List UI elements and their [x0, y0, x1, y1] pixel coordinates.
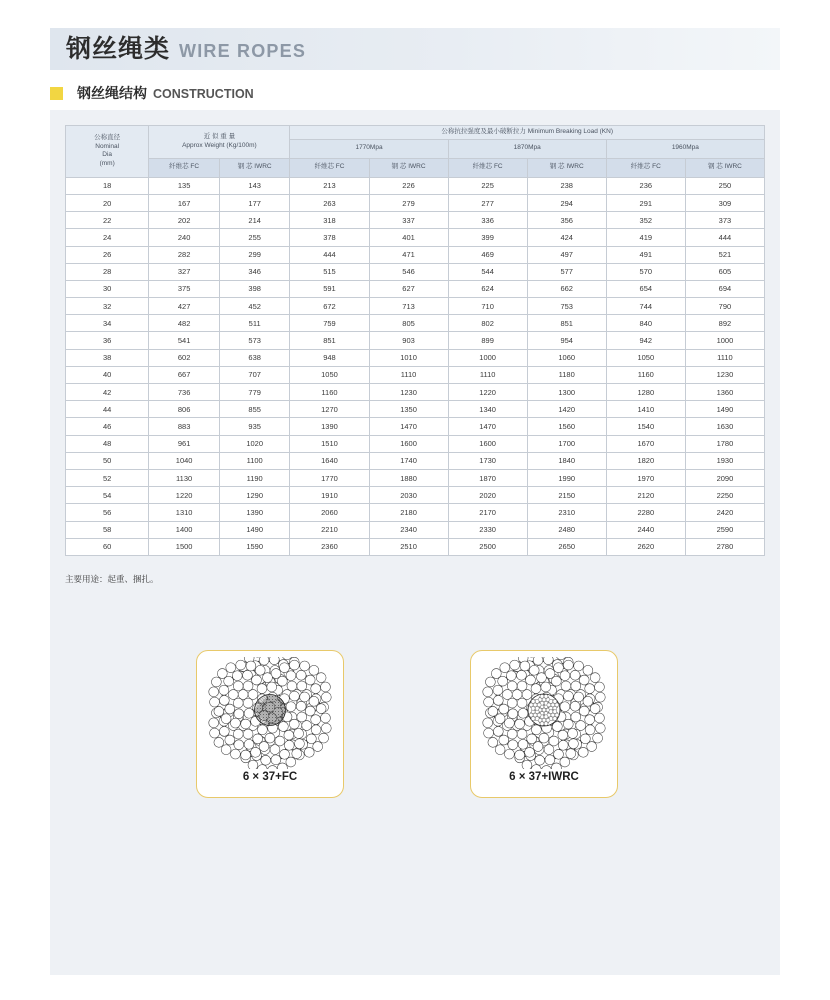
- cell-1870-fc: 2330: [448, 521, 527, 538]
- cell-1770-fc: 1510: [290, 435, 369, 452]
- cell-1960-fc: 1670: [606, 435, 685, 452]
- cell-1960-fc: 352: [606, 212, 685, 229]
- cell-weight-iwrc: 638: [219, 349, 290, 366]
- cell-1770-iwrc: 805: [369, 315, 448, 332]
- cell-1870-iwrc: 424: [527, 229, 606, 246]
- cell-weight-fc: 1500: [149, 538, 220, 555]
- cell-weight-fc: 135: [149, 177, 220, 194]
- th-grade-1870: 1870Mpa: [448, 139, 606, 158]
- cell-1870-fc: 544: [448, 263, 527, 280]
- cell-1770-fc: 1910: [290, 487, 369, 504]
- table-row: [66, 280, 765, 297]
- cell-weight-iwrc: 1190: [219, 469, 290, 486]
- cell-1960-iwrc: 2420: [685, 504, 764, 521]
- cell-1870-fc: 1340: [448, 401, 527, 418]
- cell-1770-iwrc: 2030: [369, 487, 448, 504]
- cell-weight-fc: 282: [149, 246, 220, 263]
- cell-dia: 56: [66, 504, 149, 521]
- cell-1870-fc: 1000: [448, 349, 527, 366]
- cell-1870-iwrc: 2650: [527, 538, 606, 555]
- cell-1770-iwrc: 1600: [369, 435, 448, 452]
- cell-1960-iwrc: 1360: [685, 384, 764, 401]
- table-row: [66, 521, 765, 538]
- cell-1960-iwrc: 2090: [685, 469, 764, 486]
- cell-weight-fc: 667: [149, 366, 220, 383]
- cell-weight-iwrc: 346: [219, 263, 290, 280]
- cell-1770-iwrc: 1880: [369, 469, 448, 486]
- cell-1960-iwrc: 2780: [685, 538, 764, 555]
- cell-1960-fc: 654: [606, 280, 685, 297]
- th-1770-iwrc: 钢 芯 IWRC: [369, 158, 448, 177]
- cell-weight-fc: 202: [149, 212, 220, 229]
- cell-1960-iwrc: 1490: [685, 401, 764, 418]
- cell-weight-iwrc: 935: [219, 418, 290, 435]
- cell-1870-fc: 399: [448, 229, 527, 246]
- cell-1960-iwrc: 790: [685, 298, 764, 315]
- cell-dia: 24: [66, 229, 149, 246]
- table-row: [66, 177, 765, 194]
- cell-1870-iwrc: 497: [527, 246, 606, 263]
- cell-1960-iwrc: 2590: [685, 521, 764, 538]
- cell-1960-iwrc: 521: [685, 246, 764, 263]
- spec-table: [65, 125, 765, 556]
- cell-1870-iwrc: 1560: [527, 418, 606, 435]
- cell-weight-iwrc: 398: [219, 280, 290, 297]
- cell-1770-fc: 1160: [290, 384, 369, 401]
- cell-1870-iwrc: 238: [527, 177, 606, 194]
- cell-1960-fc: 2620: [606, 538, 685, 555]
- cell-weight-fc: 375: [149, 280, 220, 297]
- cell-1870-iwrc: 1420: [527, 401, 606, 418]
- cell-weight-iwrc: 1490: [219, 521, 290, 538]
- cell-1960-fc: 491: [606, 246, 685, 263]
- spec-table-head: [66, 126, 765, 178]
- table-row: [66, 487, 765, 504]
- cell-1770-iwrc: 1010: [369, 349, 448, 366]
- th-grade-1960: 1960Mpa: [606, 139, 764, 158]
- cell-weight-iwrc: 1100: [219, 452, 290, 469]
- cell-dia: 60: [66, 538, 149, 555]
- cell-1770-fc: 948: [290, 349, 369, 366]
- cell-weight-fc: 1130: [149, 469, 220, 486]
- cell-1960-fc: 744: [606, 298, 685, 315]
- cell-1870-iwrc: 1990: [527, 469, 606, 486]
- table-row: [66, 229, 765, 246]
- section-heading-cn: 钢丝绳结构: [77, 85, 147, 101]
- cell-1870-iwrc: 1840: [527, 452, 606, 469]
- th-break-cn: 公称抗拉强度及最小破断拉力: [441, 128, 526, 135]
- cell-weight-iwrc: 1390: [219, 504, 290, 521]
- th-dia-unit: (mm): [99, 160, 115, 168]
- cell-1960-iwrc: 373: [685, 212, 764, 229]
- cell-1770-fc: 378: [290, 229, 369, 246]
- th-1770-fc: 纤维芯 FC: [290, 158, 369, 177]
- cell-1770-iwrc: 1350: [369, 401, 448, 418]
- cell-1870-iwrc: 851: [527, 315, 606, 332]
- cell-1960-iwrc: 1930: [685, 452, 764, 469]
- cell-1960-fc: 2280: [606, 504, 685, 521]
- rope-diagram-fc: [196, 650, 344, 798]
- section-heading-text: [77, 83, 254, 103]
- cell-dia: 26: [66, 246, 149, 263]
- cell-1960-fc: 2120: [606, 487, 685, 504]
- cell-1960-fc: 291: [606, 194, 685, 211]
- section-heading: [50, 83, 254, 103]
- cell-weight-fc: 961: [149, 435, 220, 452]
- cell-dia: 32: [66, 298, 149, 315]
- cell-1770-fc: 1640: [290, 452, 369, 469]
- cell-1960-fc: 2440: [606, 521, 685, 538]
- cell-1870-iwrc: 294: [527, 194, 606, 211]
- cell-1770-fc: 213: [290, 177, 369, 194]
- page-title-cn: 钢丝绳类: [66, 35, 171, 63]
- th-weight-fc: 纤维芯 FC: [149, 158, 220, 177]
- th-1960-fc: 纤维芯 FC: [606, 158, 685, 177]
- cell-1960-iwrc: 605: [685, 263, 764, 280]
- table-header-row-3: [66, 158, 765, 177]
- cell-1870-fc: 469: [448, 246, 527, 263]
- th-1960-iwrc: 钢 芯 IWRC: [685, 158, 764, 177]
- th-weight-en: Approx Weight (Kg/100m): [182, 141, 257, 149]
- table-row: [66, 315, 765, 332]
- cell-1960-fc: 419: [606, 229, 685, 246]
- page-title: [66, 30, 306, 70]
- cell-weight-fc: 1400: [149, 521, 220, 538]
- cell-weight-iwrc: 855: [219, 401, 290, 418]
- spec-table-body: [66, 177, 765, 555]
- table-row: [66, 366, 765, 383]
- cell-1770-iwrc: 2510: [369, 538, 448, 555]
- table-row: [66, 469, 765, 486]
- cell-1770-iwrc: 546: [369, 263, 448, 280]
- table-row: [66, 298, 765, 315]
- cell-dia: 40: [66, 366, 149, 383]
- cell-1870-fc: 2170: [448, 504, 527, 521]
- th-breaking-load: [290, 126, 765, 140]
- th-1870-fc: 纤维芯 FC: [448, 158, 527, 177]
- cell-1770-iwrc: 2180: [369, 504, 448, 521]
- cell-1770-iwrc: 627: [369, 280, 448, 297]
- cell-weight-fc: 736: [149, 384, 220, 401]
- table-row: [66, 349, 765, 366]
- cell-1960-fc: 1050: [606, 349, 685, 366]
- cell-1870-fc: 2500: [448, 538, 527, 555]
- cell-1960-iwrc: 2250: [685, 487, 764, 504]
- cell-1870-iwrc: 2310: [527, 504, 606, 521]
- cell-1770-iwrc: 1470: [369, 418, 448, 435]
- cell-1770-fc: 444: [290, 246, 369, 263]
- cell-1870-fc: 2020: [448, 487, 527, 504]
- cell-1770-fc: 2060: [290, 504, 369, 521]
- cell-1960-fc: 1160: [606, 366, 685, 383]
- cell-weight-fc: 1310: [149, 504, 220, 521]
- cell-1960-iwrc: 1630: [685, 418, 764, 435]
- table-row: [66, 246, 765, 263]
- th-1870-iwrc: 钢 芯 IWRC: [527, 158, 606, 177]
- cell-1770-fc: 2210: [290, 521, 369, 538]
- th-nominal-dia: [66, 126, 149, 178]
- cell-weight-iwrc: 1590: [219, 538, 290, 555]
- cell-1960-fc: 1820: [606, 452, 685, 469]
- cell-weight-fc: 1220: [149, 487, 220, 504]
- cell-1770-fc: 851: [290, 332, 369, 349]
- th-approx-weight: [149, 126, 290, 159]
- cell-1960-fc: 1970: [606, 469, 685, 486]
- table-header-row-1: [66, 126, 765, 140]
- cell-1770-fc: 759: [290, 315, 369, 332]
- table-row: [66, 263, 765, 280]
- cell-1870-fc: 1110: [448, 366, 527, 383]
- cell-dia: 46: [66, 418, 149, 435]
- cell-1870-fc: 802: [448, 315, 527, 332]
- cell-1770-fc: 1390: [290, 418, 369, 435]
- cell-weight-iwrc: 299: [219, 246, 290, 263]
- cell-dia: 54: [66, 487, 149, 504]
- cell-1870-fc: 1730: [448, 452, 527, 469]
- cell-1960-iwrc: 444: [685, 229, 764, 246]
- cell-dia: 36: [66, 332, 149, 349]
- cell-1770-iwrc: 2340: [369, 521, 448, 538]
- cell-weight-fc: 883: [149, 418, 220, 435]
- cell-1770-iwrc: 1230: [369, 384, 448, 401]
- cell-1870-fc: 710: [448, 298, 527, 315]
- cell-1870-iwrc: 662: [527, 280, 606, 297]
- cell-1770-fc: 1050: [290, 366, 369, 383]
- cell-1960-fc: 1540: [606, 418, 685, 435]
- cell-weight-fc: 602: [149, 349, 220, 366]
- cell-weight-iwrc: 573: [219, 332, 290, 349]
- cell-1870-fc: 1600: [448, 435, 527, 452]
- cell-1770-fc: 672: [290, 298, 369, 315]
- table-row: [66, 435, 765, 452]
- cell-weight-iwrc: 511: [219, 315, 290, 332]
- table-row: [66, 452, 765, 469]
- cell-dia: 28: [66, 263, 149, 280]
- cell-1770-fc: 263: [290, 194, 369, 211]
- cell-1870-iwrc: 356: [527, 212, 606, 229]
- cell-1770-iwrc: 903: [369, 332, 448, 349]
- cell-dia: 52: [66, 469, 149, 486]
- cell-1960-iwrc: 1110: [685, 349, 764, 366]
- cell-weight-fc: 1040: [149, 452, 220, 469]
- cell-1960-iwrc: 309: [685, 194, 764, 211]
- section-heading-en: CONSTRUCTION: [153, 87, 254, 101]
- th-weight-iwrc: 钢 芯 IWRC: [219, 158, 290, 177]
- cell-1870-fc: 336: [448, 212, 527, 229]
- cell-1870-iwrc: 753: [527, 298, 606, 315]
- cell-1870-iwrc: 954: [527, 332, 606, 349]
- cell-1870-iwrc: 2150: [527, 487, 606, 504]
- cell-1770-iwrc: 226: [369, 177, 448, 194]
- cell-weight-fc: 482: [149, 315, 220, 332]
- cell-weight-iwrc: 1290: [219, 487, 290, 504]
- spec-table-wrapper: [65, 125, 765, 556]
- cell-1770-fc: 1770: [290, 469, 369, 486]
- cell-1960-iwrc: 1780: [685, 435, 764, 452]
- cell-weight-iwrc: 707: [219, 366, 290, 383]
- cell-dia: 30: [66, 280, 149, 297]
- cell-weight-fc: 167: [149, 194, 220, 211]
- cell-1960-fc: 942: [606, 332, 685, 349]
- cell-weight-iwrc: 214: [219, 212, 290, 229]
- cell-1960-iwrc: 250: [685, 177, 764, 194]
- cell-dia: 42: [66, 384, 149, 401]
- cell-1770-fc: 591: [290, 280, 369, 297]
- cell-1960-fc: 1410: [606, 401, 685, 418]
- cell-dia: 18: [66, 177, 149, 194]
- cell-1770-fc: 318: [290, 212, 369, 229]
- cell-1870-fc: 1870: [448, 469, 527, 486]
- cell-dia: 50: [66, 452, 149, 469]
- table-row: [66, 418, 765, 435]
- table-row: [66, 332, 765, 349]
- cell-1770-iwrc: 471: [369, 246, 448, 263]
- cell-1770-iwrc: 1110: [369, 366, 448, 383]
- cell-dia: 58: [66, 521, 149, 538]
- rope-diagram-iwrc: [470, 650, 618, 798]
- cell-weight-iwrc: 177: [219, 194, 290, 211]
- cell-dia: 48: [66, 435, 149, 452]
- cell-1870-iwrc: 1300: [527, 384, 606, 401]
- cell-weight-iwrc: 1020: [219, 435, 290, 452]
- cell-1770-fc: 1270: [290, 401, 369, 418]
- cell-1870-iwrc: 577: [527, 263, 606, 280]
- cell-1960-fc: 1280: [606, 384, 685, 401]
- th-dia-en: Nominal: [95, 142, 120, 150]
- cell-1960-iwrc: 1230: [685, 366, 764, 383]
- th-grade-1770: 1770Mpa: [290, 139, 448, 158]
- cell-1870-fc: 624: [448, 280, 527, 297]
- page-title-en: WIRE ROPES: [179, 41, 307, 61]
- cell-weight-fc: 327: [149, 263, 220, 280]
- table-row: [66, 538, 765, 555]
- cell-1770-iwrc: 1740: [369, 452, 448, 469]
- cell-1960-fc: 570: [606, 263, 685, 280]
- cell-1870-iwrc: 1180: [527, 366, 606, 383]
- cell-1870-iwrc: 1060: [527, 349, 606, 366]
- cell-1960-iwrc: 1000: [685, 332, 764, 349]
- cell-weight-fc: 806: [149, 401, 220, 418]
- cell-1960-fc: 236: [606, 177, 685, 194]
- cell-weight-iwrc: 255: [219, 229, 290, 246]
- table-row: [66, 504, 765, 521]
- cell-dia: 34: [66, 315, 149, 332]
- cell-dia: 44: [66, 401, 149, 418]
- cell-1960-fc: 840: [606, 315, 685, 332]
- th-dia-cn: 公称直径: [94, 133, 121, 141]
- cell-dia: 38: [66, 349, 149, 366]
- cell-weight-iwrc: 779: [219, 384, 290, 401]
- cell-1960-iwrc: 892: [685, 315, 764, 332]
- cell-1770-iwrc: 279: [369, 194, 448, 211]
- table-row: [66, 401, 765, 418]
- cell-weight-fc: 541: [149, 332, 220, 349]
- th-break-en: Minimum Breaking Load (KN): [527, 128, 613, 135]
- table-row: [66, 194, 765, 211]
- cell-1960-iwrc: 694: [685, 280, 764, 297]
- cell-1870-fc: 1220: [448, 384, 527, 401]
- cell-1770-fc: 515: [290, 263, 369, 280]
- cell-weight-iwrc: 452: [219, 298, 290, 315]
- cell-dia: 20: [66, 194, 149, 211]
- rope-diagram-fc-caption: 6 × 37+FC: [242, 771, 298, 783]
- cell-dia: 22: [66, 212, 149, 229]
- cell-1870-fc: 1470: [448, 418, 527, 435]
- rope-cross-section-fc-icon: [205, 657, 335, 769]
- cell-1870-fc: 277: [448, 194, 527, 211]
- cell-1770-iwrc: 713: [369, 298, 448, 315]
- cell-1870-fc: 899: [448, 332, 527, 349]
- cell-1770-iwrc: 401: [369, 229, 448, 246]
- cell-1870-iwrc: 1700: [527, 435, 606, 452]
- cell-weight-fc: 240: [149, 229, 220, 246]
- table-row: [66, 384, 765, 401]
- rope-cross-section-iwrc-icon: [479, 657, 609, 769]
- cell-weight-iwrc: 143: [219, 177, 290, 194]
- cell-1870-iwrc: 2480: [527, 521, 606, 538]
- cell-1770-iwrc: 337: [369, 212, 448, 229]
- table-row: [66, 212, 765, 229]
- th-dia-en2: Dia: [102, 151, 113, 159]
- usage-note: 主要用途：起重、捆扎。: [65, 574, 159, 584]
- th-weight-cn: 近 似 重 量: [203, 133, 236, 141]
- cell-1770-fc: 2360: [290, 538, 369, 555]
- cell-weight-fc: 427: [149, 298, 220, 315]
- cell-1870-fc: 225: [448, 177, 527, 194]
- bullet-square-icon: [50, 87, 63, 100]
- rope-diagram-iwrc-caption: 6 × 37+IWRC: [509, 771, 579, 783]
